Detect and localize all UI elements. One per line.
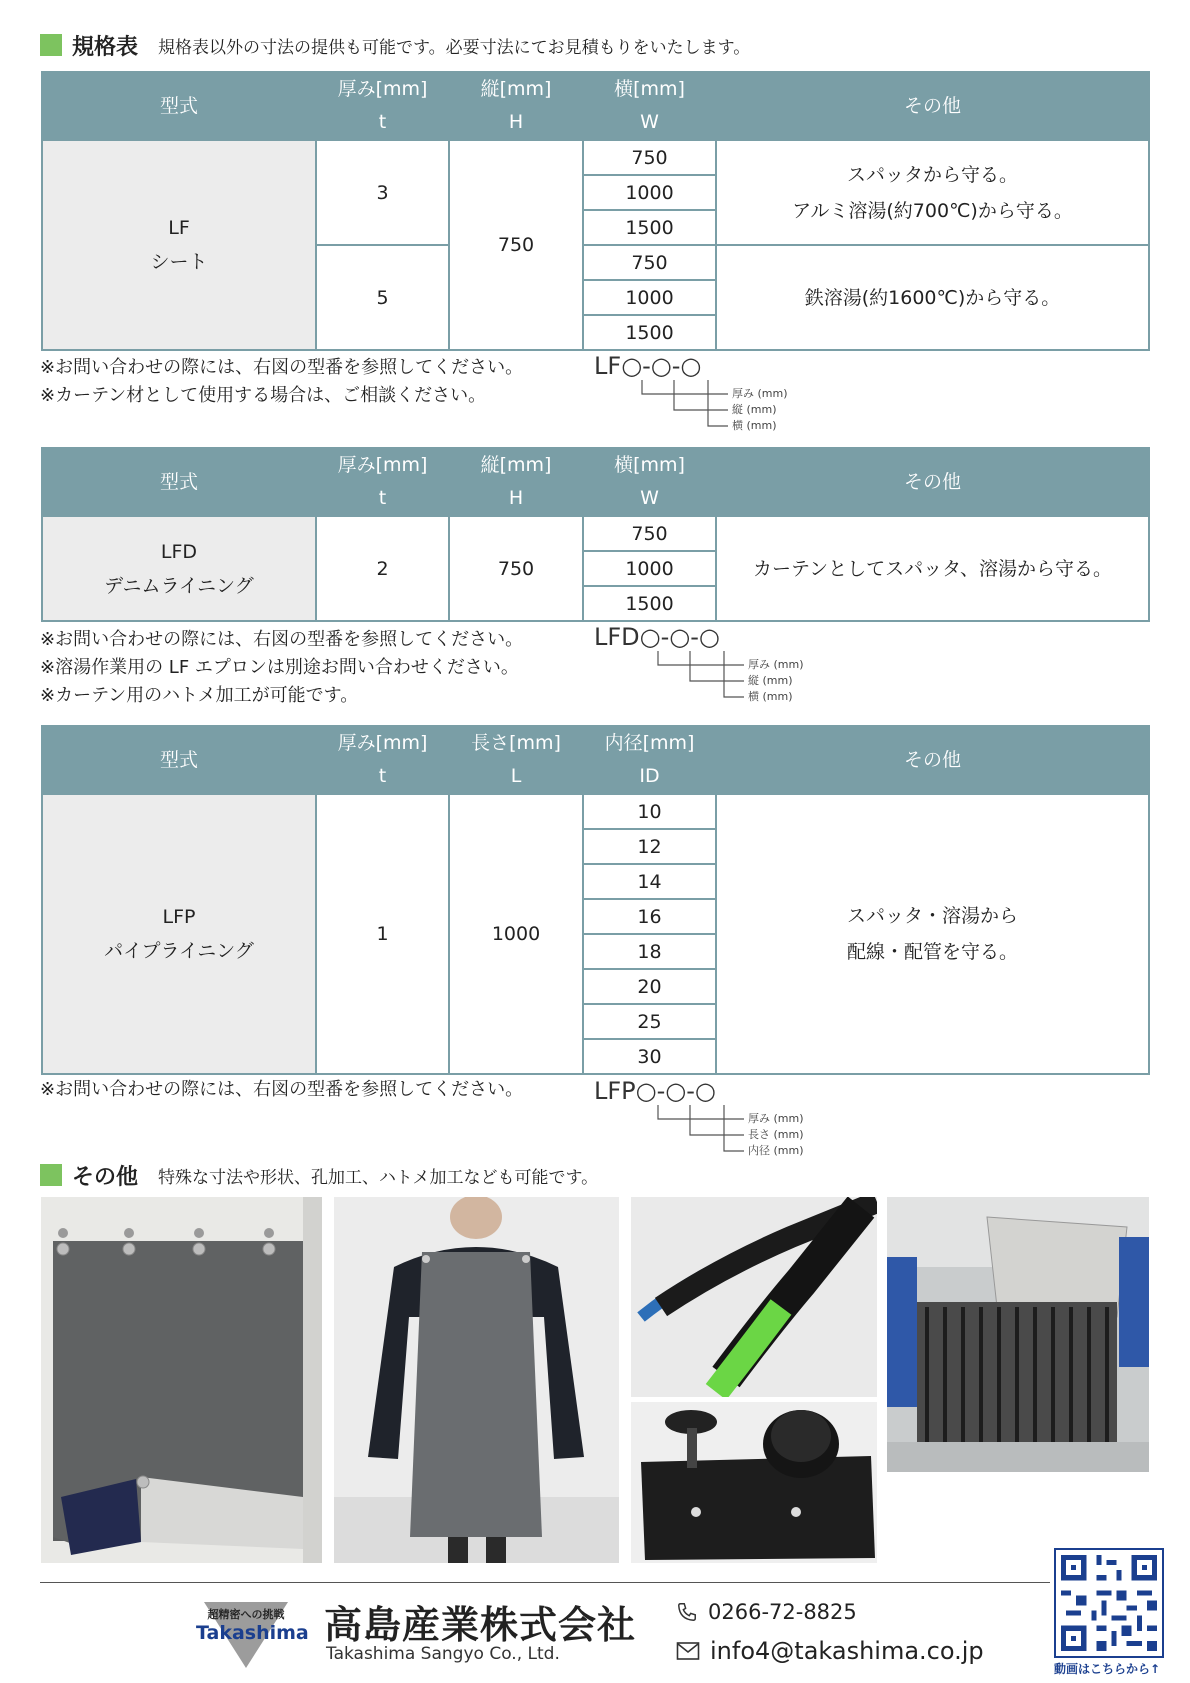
note-line: ※お問い合わせの際には、右図の型番を参照してください。 <box>40 1079 524 1100</box>
other-cell: カーテンとしてスパッタ、溶湯から守る。 <box>716 516 1149 621</box>
id-cell: 25 <box>583 1004 716 1039</box>
header-thickness: 厚み[mm] t <box>316 448 449 516</box>
header-other: その他 <box>716 72 1149 140</box>
contact-email <box>676 1637 984 1665</box>
header-length: 長さ[mm] L <box>449 726 583 794</box>
photo-bellows-cover <box>887 1197 1149 1472</box>
height-cell: 750 <box>449 516 583 621</box>
model-code-lfd <box>594 623 804 703</box>
logo-tagline: 超精密への挑戦 <box>207 1608 285 1621</box>
other-cell: 鉄溶湯(約1600℃)から守る。 <box>716 245 1149 350</box>
photo-pipe-lining <box>631 1197 877 1397</box>
note-line: ※カーテン用のハトメ加工が可能です。 <box>40 685 359 706</box>
model-code-lf <box>594 352 788 432</box>
code-pattern: ○-○-○ <box>639 623 720 651</box>
note-line: ※溶湯作業用の LF エプロンは別途お問い合わせください。 <box>40 657 519 678</box>
header-model: 型式 <box>42 726 316 794</box>
footer-divider <box>40 1582 1050 1583</box>
code-bracket-icon <box>656 1105 746 1157</box>
id-cell: 30 <box>583 1039 716 1074</box>
other-section-title: その他 <box>72 1164 139 1190</box>
email-address[interactable]: info4@takashima.co.jp <box>710 1637 984 1665</box>
photo-sheet-curtain <box>41 1197 322 1563</box>
photo-molded-parts <box>631 1402 877 1563</box>
id-cell: 18 <box>583 934 716 969</box>
note-line: ※お問い合わせの際には、右図の型番を参照してください。 <box>40 357 524 378</box>
company-name-en: Takashima Sangyo Co., Ltd. <box>326 1644 560 1664</box>
company-name-jp: 高島産業株式会社 <box>324 1603 637 1647</box>
width-cell: 1500 <box>583 586 716 621</box>
code-legend: 厚み (mm) 縦 (mm) 横 (mm) <box>748 658 804 703</box>
id-cell: 16 <box>583 899 716 934</box>
width-cell: 1000 <box>583 280 716 315</box>
code-bracket-icon <box>640 380 730 432</box>
header-other: その他 <box>716 448 1149 516</box>
code-pattern: ○-○-○ <box>635 1077 716 1105</box>
note-line: ※お問い合わせの際には、右図の型番を参照してください。 <box>40 629 524 650</box>
model-cell: LF シート <box>42 140 316 350</box>
other-section-note: 特殊な寸法や形状、孔加工、ハトメ加工なども可能です。 <box>158 1167 599 1188</box>
spec-section-note: 規格表以外の寸法の提供も可能です。必要寸法にてお見積もりをいたします。 <box>158 37 751 58</box>
header-height: 縦[mm] H <box>449 72 583 140</box>
code-pattern: ○-○-○ <box>621 352 702 380</box>
code-bracket-icon <box>656 651 746 703</box>
header-width: 横[mm] W <box>583 72 716 140</box>
id-cell: 20 <box>583 969 716 1004</box>
other-cell: スパッタから守る。 アルミ溶湯(約700℃)から守る。 <box>716 140 1149 245</box>
header-other: その他 <box>716 726 1149 794</box>
company-logo <box>196 1598 309 1670</box>
width-cell: 1500 <box>583 210 716 245</box>
width-cell: 750 <box>583 516 716 551</box>
contact-phone <box>676 1600 857 1624</box>
header-inner-diameter: 内径[mm] ID <box>583 726 716 794</box>
length-cell: 1000 <box>449 794 583 1074</box>
width-cell: 1000 <box>583 175 716 210</box>
width-cell: 750 <box>583 140 716 175</box>
height-cell: 750 <box>449 140 583 350</box>
spec-table-lfp <box>41 725 1150 1075</box>
section-marker-icon <box>40 34 62 56</box>
notes-lf <box>40 354 523 410</box>
notes-lfp <box>40 1076 523 1104</box>
logo-name: Takashima <box>196 1622 309 1644</box>
phone-icon <box>676 1601 698 1623</box>
model-code-lfp <box>594 1077 804 1157</box>
qr-caption: 動画はこちらから↑ <box>1054 1662 1161 1676</box>
notes-lfd <box>40 626 523 710</box>
width-cell: 750 <box>583 245 716 280</box>
code-prefix: LFD <box>594 623 640 651</box>
mail-icon <box>676 1641 700 1661</box>
phone-number[interactable]: 0266-72-8825 <box>708 1600 857 1624</box>
spec-section-title: 規格表 <box>72 34 139 60</box>
photo-apron <box>334 1197 619 1563</box>
spec-section-header <box>40 30 750 60</box>
qr-code[interactable] <box>1054 1548 1164 1658</box>
header-model: 型式 <box>42 72 316 140</box>
header-width: 横[mm] W <box>583 448 716 516</box>
header-model: 型式 <box>42 448 316 516</box>
spec-table-lfd <box>41 447 1150 622</box>
spec-table-lf <box>41 71 1150 351</box>
id-cell: 14 <box>583 864 716 899</box>
thickness-cell: 3 <box>316 140 449 245</box>
width-cell: 1000 <box>583 551 716 586</box>
header-height: 縦[mm] H <box>449 448 583 516</box>
note-line: ※カーテン材として使用する場合は、ご相談ください。 <box>40 385 487 406</box>
id-cell: 12 <box>583 829 716 864</box>
other-cell: スパッタ・溶湯から 配線・配管を守る。 <box>716 794 1149 1074</box>
thickness-cell: 2 <box>316 516 449 621</box>
id-cell: 10 <box>583 794 716 829</box>
width-cell: 1500 <box>583 315 716 350</box>
model-cell: LFD デニムライニング <box>42 516 316 621</box>
code-legend: 厚み (mm) 縦 (mm) 横 (mm) <box>732 387 788 432</box>
header-thickness: 厚み[mm] t <box>316 72 449 140</box>
thickness-cell: 5 <box>316 245 449 350</box>
code-prefix: LFP <box>594 1077 636 1105</box>
code-prefix: LF <box>594 352 622 380</box>
section-marker-icon <box>40 1164 62 1186</box>
code-legend: 厚み (mm) 長さ (mm) 内径 (mm) <box>748 1112 804 1157</box>
thickness-cell: 1 <box>316 794 449 1074</box>
model-cell: LFP パイプライニング <box>42 794 316 1074</box>
header-thickness: 厚み[mm] t <box>316 726 449 794</box>
other-section-header <box>40 1160 598 1190</box>
